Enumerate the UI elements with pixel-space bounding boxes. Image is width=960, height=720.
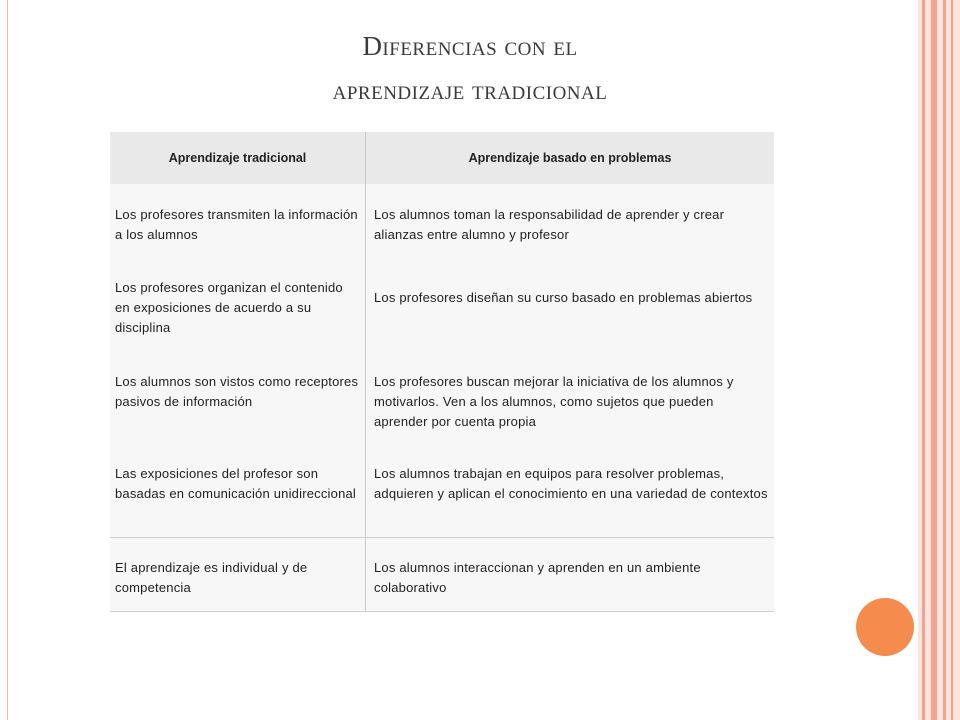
frame-stripe <box>931 0 937 720</box>
slide-title-line-1: Diferencias con el <box>362 31 578 61</box>
table-row-5-problem-based: Los alumnos interaccionan y aprenden en un ambiente colaborativo <box>374 560 701 595</box>
left-border-line <box>7 0 8 720</box>
table-row-1-problem-based: Los alumnos toman la responsabilidad de aprender y crear alianzas entre alumno y profesor <box>374 207 725 242</box>
column-divider <box>365 132 366 612</box>
frame-stripe <box>951 0 953 720</box>
table-row-3-problem-based: Los profesores buscan mejorar la iniciativa de los alumnos y motivarlos. Ven a los alumnos, como sujetos que pueden aprender por cuenta propia <box>374 374 734 429</box>
table-header-traditional: Aprendizaje tradicional <box>110 132 365 184</box>
slide-title-line-2: aprendizaje tradicional <box>332 75 608 105</box>
table-header-problem-based: Aprendizaje basado en problemas <box>366 132 774 184</box>
table-row-2-traditional: Los profesores organizan el contenido en exposiciones de acuerdo a su disciplina <box>115 280 343 335</box>
right-decorative-frame <box>918 0 960 720</box>
table-row-4-problem-based: Los alumnos trabajan en equipos para resolver problemas, adquieren y aplican el conocimiento en una variedad de contextos <box>374 466 768 501</box>
table-bottom-border <box>110 611 774 612</box>
decorative-circle <box>856 598 914 656</box>
row-divider <box>110 537 774 538</box>
table-row-4-traditional: Las exposiciones del profesor son basadas en comunicación unidireccional <box>115 466 357 501</box>
frame-stripe <box>943 0 946 720</box>
table-row-5-traditional: El aprendizaje es individual y de competencia <box>115 560 308 595</box>
table-row-1-traditional: Los profesores transmiten la información a los alumnos <box>115 207 358 242</box>
table-row-3-traditional: Los alumnos son vistos como receptores pasivos de información <box>115 374 359 409</box>
frame-stripe <box>922 0 925 720</box>
comparison-table <box>110 132 774 612</box>
slide-title <box>180 24 760 112</box>
table-row-2-problem-based: Los profesores diseñan su curso basado en problemas abiertos <box>374 290 753 305</box>
